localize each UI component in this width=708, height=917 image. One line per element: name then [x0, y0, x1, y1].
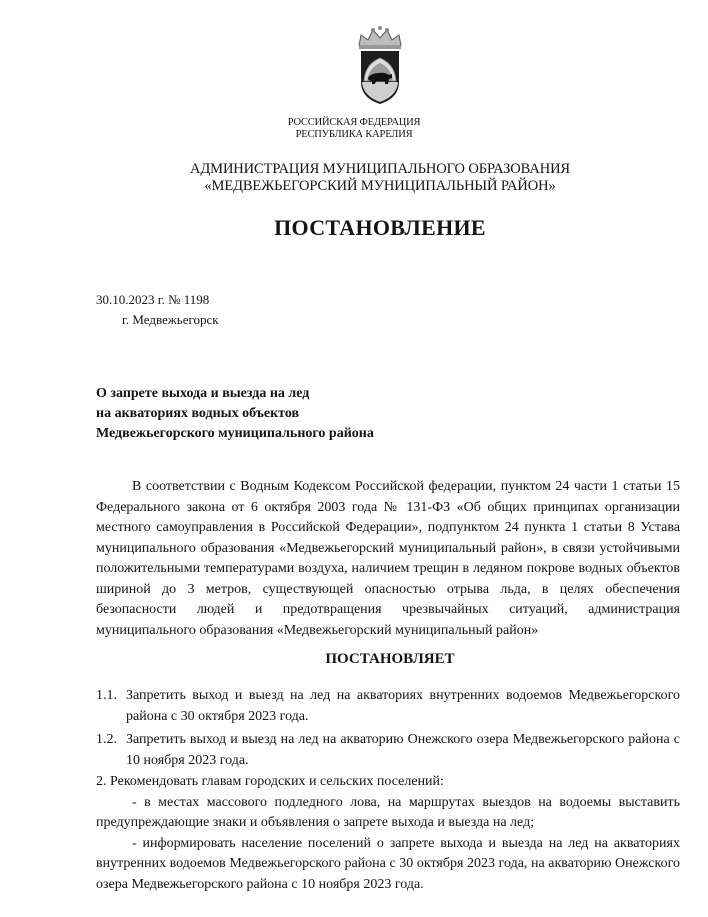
item-number: 1.2. — [96, 732, 117, 747]
recommendation-bullet: - в местах массового подледного лова, на маршрутах выездов на водоемы выставить предупреждающие знаки и объявления о запрете выхода и выезда на лед; — [96, 794, 680, 830]
administration-name-line1: АДМИНИСТРАЦИЯ МУНИЦИПАЛЬНОГО ОБРАЗОВАНИЯ — [189, 161, 571, 177]
recommendation-section — [96, 772, 680, 895]
item-number: 1.1. — [96, 688, 117, 703]
republic-label: РЕСПУБЛИКА КАРЕЛИЯ — [295, 129, 413, 140]
resolution-item — [96, 686, 680, 727]
administration-name-line2: «МЕДВЕЖЬЕГОРСКИЙ МУНИЦИПАЛЬНЫЙ РАЙОН» — [204, 178, 556, 194]
preamble-text: В соответствии с Водным Кодексом Российской федерации, пунктом 24 части 1 статьи 15 Федерального закона от 6 октября 2003 года № 131-ФЗ «Об общих принципах организации местного самоуправления в Российской Федерации», подпунктом 24 пункта 1 статьи 8 Устава муниципального образования «Медвежьегорский муниципальный район», в связи устойчивыми положительными температурами воздуха, наличием трещин в ледяном покрове водных объектов шириной до 3 метров, существующей опасностью отрыва льда, в целях обеспечения безопасности людей и предотвращения чрезвычайных ситуаций, администрация муниципального образования «Медвежьегорский муниципальный район» — [96, 479, 680, 638]
resolves-heading: ПОСТАНОВЛЯЕТ — [325, 651, 455, 667]
subject-line: на акваториях водных объектов — [96, 406, 300, 421]
item-text: Запретить выход и выезд на лед на акваторию Онежского озера Медвежьегорского района с 10 ноября 2023 года. — [126, 732, 680, 768]
coat-of-arms-icon — [349, 26, 411, 106]
document-title: ПОСТАНОВЛЕНИЕ — [274, 215, 486, 240]
recommendation-heading: 2. Рекомендовать главам городских и сельских поселений: — [96, 774, 444, 789]
preamble-paragraph — [96, 477, 680, 641]
document-subject — [96, 384, 374, 444]
subject-line: О запрете выхода и выезда на лед — [96, 386, 310, 401]
resolution-item — [96, 730, 680, 771]
date-number: 30.10.2023 г. № 1198 — [96, 292, 210, 307]
subject-line: Медвежьегорского муниципального района — [96, 426, 374, 441]
item-text: Запретить выход и выезд на лед на акваториях внутренних водоемов Медвежьегорского района с 30 октября 2023 года. — [126, 688, 680, 724]
recommendation-bullet: - информировать население поселений о запрете выхода и выезда на лед на акваториях внутренних водоемов Медвежьегорского района с 30 октября 2023 года, на акваторию Онежского озера Медвежьегорского района с 10 ноября 2023 года. — [96, 835, 680, 892]
country-label: РОССИЙСКАЯ ФЕДЕРАЦИЯ — [287, 117, 421, 128]
city: г. Медвежьегорск — [122, 312, 219, 327]
